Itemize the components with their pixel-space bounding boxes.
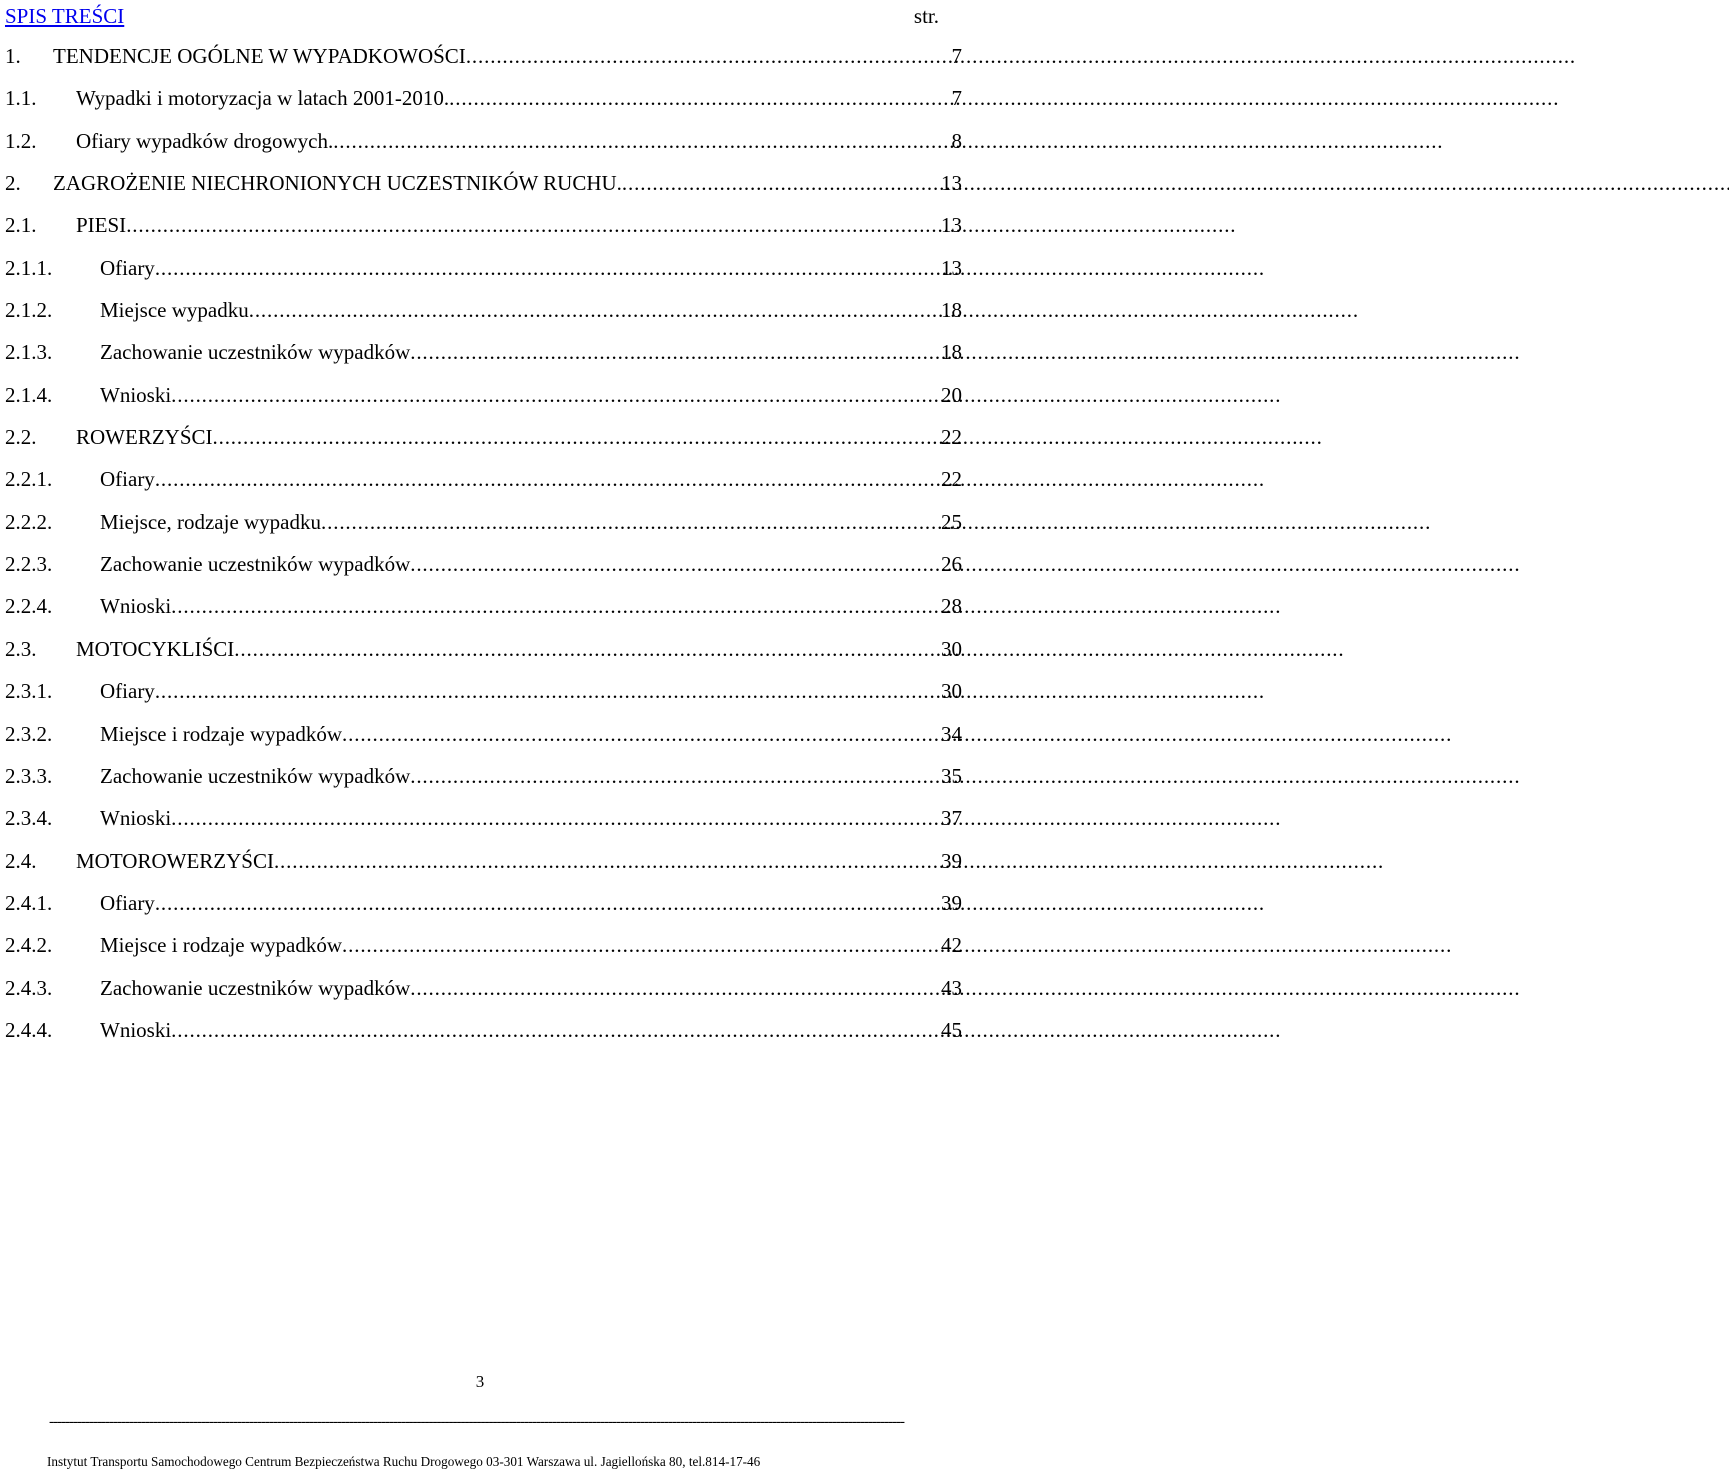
toc-entry[interactable] bbox=[5, 889, 962, 931]
toc-entry[interactable] bbox=[5, 762, 962, 804]
toc-entry-page: 37 bbox=[941, 806, 962, 831]
toc-entry-page: 30 bbox=[941, 679, 962, 704]
toc-entry-title: ROWERZYŚCI bbox=[76, 425, 213, 450]
toc-entry-page: 13 bbox=[941, 255, 962, 280]
toc-entry-page: 43 bbox=[941, 975, 962, 1000]
toc-dot-leader bbox=[213, 423, 938, 451]
toc-entry-number: 2.2.4. bbox=[5, 594, 53, 619]
toc-entry[interactable] bbox=[5, 211, 962, 253]
toc-entry-page: 13 bbox=[941, 213, 962, 238]
toc-entry-title: MOTOROWERZYŚCI bbox=[76, 848, 274, 873]
toc-entry-number: 2.2.3. bbox=[5, 552, 53, 577]
toc-entry-page: 18 bbox=[941, 340, 962, 365]
toc-entry-number: 2.3.2. bbox=[5, 721, 53, 746]
toc-entry-number: 2.1.3. bbox=[5, 340, 53, 365]
toc-entry-number: 2.3.1. bbox=[5, 679, 53, 704]
toc-entry-number: 2.3.4. bbox=[5, 806, 53, 831]
toc-entry-page: 30 bbox=[941, 636, 962, 661]
toc-entry-page: 8 bbox=[951, 128, 962, 153]
toc-entry-page: 25 bbox=[941, 509, 962, 534]
page-column-label: str. bbox=[913, 4, 939, 28]
toc-entry-number: 2.4. bbox=[5, 848, 37, 873]
toc-entry-title: Ofiary bbox=[100, 890, 155, 915]
toc-entry-title: Ofiary bbox=[100, 467, 155, 492]
toc-entry-number: 2.1. bbox=[5, 213, 37, 238]
toc-entry-title: MOTOCYKLIŚCI bbox=[76, 636, 235, 661]
toc-entry-title: Ofiary bbox=[100, 255, 155, 280]
page-number: 3 bbox=[475, 1372, 485, 1391]
toc-entry-number: 2.1.4. bbox=[5, 382, 53, 407]
toc-entry-page: 39 bbox=[941, 890, 962, 915]
toc-entry-number: 2.1.1. bbox=[5, 255, 53, 280]
toc-entry[interactable] bbox=[5, 974, 962, 1016]
toc-dot-leader bbox=[333, 127, 947, 155]
toc-entry-title: Zachowanie uczestników wypadków bbox=[100, 340, 411, 365]
toc-entry-number: 2.4.2. bbox=[5, 933, 53, 958]
toc-entry[interactable] bbox=[5, 550, 962, 592]
toc-dot-leader bbox=[234, 635, 937, 663]
toc-entry-title: Wnioski bbox=[100, 806, 172, 831]
toc-dot-leader bbox=[410, 762, 937, 790]
toc-entry-page: 35 bbox=[941, 763, 962, 788]
toc-entry-title: Wnioski bbox=[100, 382, 172, 407]
toc-dot-leader bbox=[155, 889, 937, 917]
toc-entry[interactable] bbox=[5, 84, 962, 126]
toc-entry-title: Zachowanie uczestników wypadków bbox=[100, 763, 411, 788]
toc-entry[interactable] bbox=[5, 42, 962, 84]
toc-entry-page: 45 bbox=[941, 1017, 962, 1042]
toc-title[interactable]: SPIS TREŚCI bbox=[5, 4, 125, 28]
toc-entry-number: 2.3.3. bbox=[5, 763, 53, 788]
toc-entry-page: 22 bbox=[941, 467, 962, 492]
toc-entry-title: Miejsce i rodzaje wypadków bbox=[100, 721, 343, 746]
toc-entry[interactable] bbox=[5, 720, 962, 762]
footer-address: Instytut Transportu Samochodowego Centrum Bezpieczeństwa Ruchu Drogowego 03-301 Warszawa ul. Jagiellońska 80, tel.814-17-46 bbox=[47, 1454, 761, 1469]
toc-dot-leader bbox=[342, 931, 937, 959]
toc-entry[interactable] bbox=[5, 423, 962, 465]
footer-divider: ---------------------------------------------------------------------------------------------------------------------------------------------------------------------------------------------------------------------- bbox=[49, 1414, 904, 1430]
toc-entry-number: 2.4.1. bbox=[5, 890, 53, 915]
toc-dot-leader bbox=[274, 847, 937, 875]
toc-entry[interactable] bbox=[5, 127, 962, 169]
toc-entry-title: PIESI bbox=[76, 213, 127, 238]
toc-entry[interactable] bbox=[5, 931, 962, 973]
toc-entry-page: 7 bbox=[951, 86, 962, 111]
toc-entry-number: 2.4.4. bbox=[5, 1017, 53, 1042]
toc-entry-number: 1.2. bbox=[5, 128, 37, 153]
toc-entry-number: 2.2. bbox=[5, 425, 37, 450]
toc-entry-number: 2.2.2. bbox=[5, 509, 53, 534]
toc-entry-title: Ofiary wypadków drogowych. bbox=[76, 128, 334, 153]
toc-entry-title: Wnioski bbox=[100, 594, 172, 619]
toc-entry-title: Miejsce wypadku bbox=[100, 298, 249, 323]
toc-dot-leader bbox=[449, 84, 947, 112]
toc-entry-page: 39 bbox=[941, 848, 962, 873]
toc-entry[interactable] bbox=[5, 254, 962, 296]
toc-entry-title: Zachowanie uczestników wypadków bbox=[100, 975, 411, 1000]
toc-entry-number: 2. bbox=[5, 171, 21, 196]
toc-dot-leader bbox=[321, 508, 937, 536]
toc-entry[interactable] bbox=[5, 508, 962, 550]
toc-entry-title: Miejsce i rodzaje wypadków bbox=[100, 933, 343, 958]
toc-entry-title: Wnioski bbox=[100, 1017, 172, 1042]
toc-header bbox=[5, 2, 939, 30]
toc-dot-leader bbox=[171, 381, 937, 409]
toc-entry-page: 28 bbox=[941, 594, 962, 619]
toc-dot-leader bbox=[171, 592, 937, 620]
toc-entry-title: Wypadki i motoryzacja w latach 2001-2010. bbox=[76, 86, 450, 111]
toc-entry-page: 22 bbox=[941, 425, 962, 450]
toc-dot-leader bbox=[126, 211, 937, 239]
toc-entry-number: 2.4.3. bbox=[5, 975, 53, 1000]
toc-dot-leader bbox=[249, 296, 937, 324]
toc-entry-number: 2.2.1. bbox=[5, 467, 53, 492]
toc-entry-page: 7 bbox=[951, 44, 962, 68]
toc-entry-number: 1. bbox=[5, 44, 21, 68]
toc-entry-number: 1.1. bbox=[5, 86, 37, 111]
toc-entry-title: Miejsce, rodzaje wypadku bbox=[100, 509, 322, 534]
toc-list bbox=[5, 42, 962, 1058]
toc-entry[interactable] bbox=[5, 465, 962, 507]
toc-entry-title: TENDENCJE OGÓLNE W WYPADKOWOŚCI bbox=[53, 44, 466, 68]
toc-entry[interactable] bbox=[5, 1016, 962, 1058]
toc-entry-number: 2.1.2. bbox=[5, 298, 53, 323]
toc-entry[interactable] bbox=[5, 381, 962, 423]
toc-entry[interactable] bbox=[5, 338, 962, 380]
toc-dot-leader bbox=[171, 804, 937, 832]
toc-entry[interactable] bbox=[5, 847, 962, 889]
toc-dot-leader bbox=[410, 338, 937, 366]
toc-dot-leader bbox=[466, 42, 948, 70]
toc-entry[interactable] bbox=[5, 804, 962, 846]
toc-entry[interactable] bbox=[5, 169, 962, 211]
toc-entry-title: ZAGROŻENIE NIECHRONIONYCH UCZESTNIKÓW RUCHU. bbox=[53, 171, 622, 196]
toc-dot-leader bbox=[622, 169, 937, 197]
toc-entry-number: 2.3. bbox=[5, 636, 37, 661]
toc-entry[interactable] bbox=[5, 635, 962, 677]
toc-dot-leader bbox=[342, 720, 937, 748]
toc-entry-page: 20 bbox=[941, 382, 962, 407]
toc-entry[interactable] bbox=[5, 296, 962, 338]
toc-dot-leader bbox=[155, 254, 937, 282]
toc-entry-page: 34 bbox=[941, 721, 962, 746]
toc-dot-leader bbox=[155, 677, 937, 705]
toc-entry[interactable] bbox=[5, 592, 962, 634]
toc-entry-page: 26 bbox=[941, 552, 962, 577]
toc-entry-title: Zachowanie uczestników wypadków bbox=[100, 552, 411, 577]
toc-entry-page: 13 bbox=[941, 171, 962, 196]
toc-entry-page: 18 bbox=[941, 298, 962, 323]
toc-entry-page: 42 bbox=[941, 933, 962, 958]
toc-entry-title: Ofiary bbox=[100, 679, 155, 704]
toc-entry[interactable] bbox=[5, 677, 962, 719]
toc-dot-leader bbox=[155, 465, 937, 493]
toc-dot-leader bbox=[410, 974, 937, 1002]
toc-dot-leader bbox=[171, 1016, 937, 1044]
toc-dot-leader bbox=[410, 550, 937, 578]
